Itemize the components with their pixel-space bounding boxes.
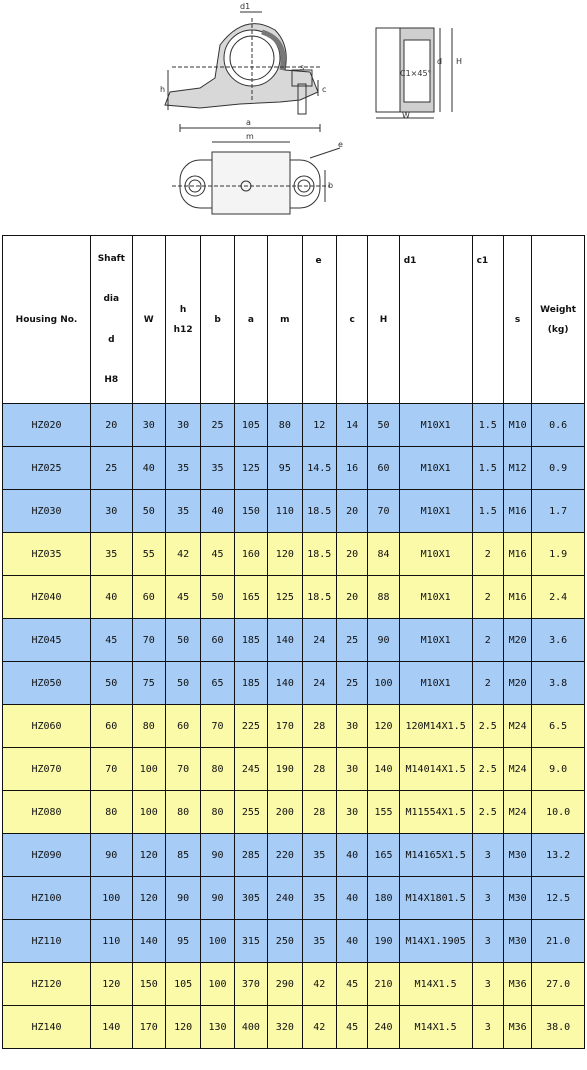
cell-d1: M10X1 bbox=[399, 576, 472, 619]
cell-c: 45 bbox=[336, 1006, 367, 1049]
cell-s: M30 bbox=[503, 834, 531, 877]
cell-c: 25 bbox=[336, 662, 367, 705]
cell-shaft-dia: 20 bbox=[91, 404, 132, 447]
cell-c: 40 bbox=[336, 920, 367, 963]
cell-W: 150 bbox=[132, 963, 165, 1006]
label-e: e bbox=[338, 140, 343, 149]
cell-a: 305 bbox=[234, 877, 267, 920]
header-weight: Weight (kg) bbox=[532, 236, 585, 404]
cell-W: 100 bbox=[132, 791, 165, 834]
cell-housing-no: HZ100 bbox=[3, 877, 91, 920]
cell-c1: 3 bbox=[472, 920, 503, 963]
cell-shaft-dia: 30 bbox=[91, 490, 132, 533]
cell-m: 95 bbox=[268, 447, 302, 490]
cell-a: 400 bbox=[234, 1006, 267, 1049]
cell-h: 50 bbox=[165, 619, 200, 662]
cell-housing-no: HZ090 bbox=[3, 834, 91, 877]
cell-b: 60 bbox=[201, 619, 234, 662]
cell-housing-no: HZ050 bbox=[3, 662, 91, 705]
cell-a: 255 bbox=[234, 791, 267, 834]
cell-a: 185 bbox=[234, 662, 267, 705]
cell-d1: M10X1 bbox=[399, 447, 472, 490]
cell-d1: M14165X1.5 bbox=[399, 834, 472, 877]
cell-housing-no: HZ035 bbox=[3, 533, 91, 576]
cell-H: 70 bbox=[368, 490, 399, 533]
cell-m: 120 bbox=[268, 533, 302, 576]
header-b: b bbox=[201, 236, 234, 404]
cell-H: 88 bbox=[368, 576, 399, 619]
cell-c: 30 bbox=[336, 705, 367, 748]
cell-d1: M10X1 bbox=[399, 404, 472, 447]
cell-s: M36 bbox=[503, 963, 531, 1006]
cell-weight: 6.5 bbox=[532, 705, 585, 748]
cell-b: 80 bbox=[201, 791, 234, 834]
cell-h: 105 bbox=[165, 963, 200, 1006]
cell-shaft-dia: 50 bbox=[91, 662, 132, 705]
cell-h: 120 bbox=[165, 1006, 200, 1049]
cell-weight: 0.6 bbox=[532, 404, 585, 447]
cell-W: 60 bbox=[132, 576, 165, 619]
cell-h: 90 bbox=[165, 877, 200, 920]
cell-e: 35 bbox=[302, 834, 336, 877]
cell-s: M30 bbox=[503, 920, 531, 963]
cell-housing-no: HZ070 bbox=[3, 748, 91, 791]
cell-e: 28 bbox=[302, 705, 336, 748]
cell-weight: 1.9 bbox=[532, 533, 585, 576]
table-row bbox=[3, 920, 585, 963]
table-body bbox=[3, 404, 585, 1049]
cell-c: 30 bbox=[336, 748, 367, 791]
cell-c1: 3 bbox=[472, 1006, 503, 1049]
cell-weight: 12.5 bbox=[532, 877, 585, 920]
cell-h: 50 bbox=[165, 662, 200, 705]
cell-weight: 0.9 bbox=[532, 447, 585, 490]
cell-W: 40 bbox=[132, 447, 165, 490]
cell-m: 170 bbox=[268, 705, 302, 748]
cell-h: 95 bbox=[165, 920, 200, 963]
cell-c1: 2 bbox=[472, 576, 503, 619]
cell-c: 20 bbox=[336, 576, 367, 619]
label-h: h bbox=[160, 85, 166, 94]
cell-weight: 27.0 bbox=[532, 963, 585, 1006]
cell-weight: 1.7 bbox=[532, 490, 585, 533]
label-b: b bbox=[328, 181, 334, 190]
cell-d1: M14X1.5 bbox=[399, 1006, 472, 1049]
table-row bbox=[3, 447, 585, 490]
header-h: h h12 bbox=[165, 236, 200, 404]
cell-W: 100 bbox=[132, 748, 165, 791]
cell-c1: 2 bbox=[472, 662, 503, 705]
cell-b: 100 bbox=[201, 920, 234, 963]
cell-a: 370 bbox=[234, 963, 267, 1006]
cell-H: 210 bbox=[368, 963, 399, 1006]
cell-a: 185 bbox=[234, 619, 267, 662]
cell-weight: 10.0 bbox=[532, 791, 585, 834]
cell-m: 140 bbox=[268, 619, 302, 662]
cell-s: M12 bbox=[503, 447, 531, 490]
label-c: c bbox=[322, 85, 327, 94]
cell-m: 110 bbox=[268, 490, 302, 533]
header-e: e bbox=[302, 236, 336, 404]
cell-W: 75 bbox=[132, 662, 165, 705]
cell-d1: 120M14X1.5 bbox=[399, 705, 472, 748]
cell-c: 45 bbox=[336, 963, 367, 1006]
cell-c: 40 bbox=[336, 877, 367, 920]
label-H: H bbox=[456, 57, 463, 66]
cell-s: M24 bbox=[503, 705, 531, 748]
cell-c: 20 bbox=[336, 490, 367, 533]
cell-shaft-dia: 35 bbox=[91, 533, 132, 576]
cell-m: 140 bbox=[268, 662, 302, 705]
cell-a: 245 bbox=[234, 748, 267, 791]
cell-a: 285 bbox=[234, 834, 267, 877]
cell-c1: 2.5 bbox=[472, 705, 503, 748]
cell-e: 24 bbox=[302, 619, 336, 662]
cell-h: 35 bbox=[165, 447, 200, 490]
cell-m: 320 bbox=[268, 1006, 302, 1049]
cell-d1: M14014X1.5 bbox=[399, 748, 472, 791]
cell-shaft-dia: 100 bbox=[91, 877, 132, 920]
cell-d1: M14X1.5 bbox=[399, 963, 472, 1006]
cell-b: 90 bbox=[201, 834, 234, 877]
table-row bbox=[3, 404, 585, 447]
technical-drawing bbox=[0, 0, 587, 234]
cell-H: 90 bbox=[368, 619, 399, 662]
cell-weight: 3.8 bbox=[532, 662, 585, 705]
cell-c1: 1.5 bbox=[472, 447, 503, 490]
header-s: s bbox=[503, 236, 531, 404]
cell-e: 18.5 bbox=[302, 533, 336, 576]
cell-h: 70 bbox=[165, 748, 200, 791]
cell-c1: 2.5 bbox=[472, 748, 503, 791]
cell-a: 315 bbox=[234, 920, 267, 963]
cell-H: 100 bbox=[368, 662, 399, 705]
table-row bbox=[3, 877, 585, 920]
table-row bbox=[3, 576, 585, 619]
cell-s: M20 bbox=[503, 662, 531, 705]
cell-H: 180 bbox=[368, 877, 399, 920]
label-d1: d1 bbox=[240, 2, 251, 11]
top-view bbox=[172, 124, 340, 214]
cell-W: 30 bbox=[132, 404, 165, 447]
cell-W: 55 bbox=[132, 533, 165, 576]
table-row bbox=[3, 791, 585, 834]
cell-b: 40 bbox=[201, 490, 234, 533]
cell-b: 80 bbox=[201, 748, 234, 791]
cell-weight: 3.6 bbox=[532, 619, 585, 662]
cell-c: 14 bbox=[336, 404, 367, 447]
cell-shaft-dia: 40 bbox=[91, 576, 132, 619]
cell-shaft-dia: 60 bbox=[91, 705, 132, 748]
cell-c1: 3 bbox=[472, 963, 503, 1006]
cell-housing-no: HZ060 bbox=[3, 705, 91, 748]
cell-H: 240 bbox=[368, 1006, 399, 1049]
cell-e: 42 bbox=[302, 963, 336, 1006]
cell-W: 170 bbox=[132, 1006, 165, 1049]
cell-h: 30 bbox=[165, 404, 200, 447]
cell-a: 225 bbox=[234, 705, 267, 748]
cell-H: 190 bbox=[368, 920, 399, 963]
cell-s: M24 bbox=[503, 791, 531, 834]
cell-e: 14.5 bbox=[302, 447, 336, 490]
cell-housing-no: HZ110 bbox=[3, 920, 91, 963]
front-view bbox=[165, 12, 320, 114]
cell-c: 40 bbox=[336, 834, 367, 877]
table-row bbox=[3, 1006, 585, 1049]
cell-e: 18.5 bbox=[302, 576, 336, 619]
cell-W: 140 bbox=[132, 920, 165, 963]
cell-shaft-dia: 80 bbox=[91, 791, 132, 834]
cell-housing-no: HZ030 bbox=[3, 490, 91, 533]
header-W: W bbox=[132, 236, 165, 404]
cell-shaft-dia: 110 bbox=[91, 920, 132, 963]
cell-d1: M14X1.1905 bbox=[399, 920, 472, 963]
cell-m: 125 bbox=[268, 576, 302, 619]
cell-housing-no: HZ025 bbox=[3, 447, 91, 490]
cell-e: 12 bbox=[302, 404, 336, 447]
table-row bbox=[3, 662, 585, 705]
cell-b: 50 bbox=[201, 576, 234, 619]
cell-d1: M10X1 bbox=[399, 490, 472, 533]
header-c: c bbox=[336, 236, 367, 404]
cell-housing-no: HZ040 bbox=[3, 576, 91, 619]
cell-housing-no: HZ045 bbox=[3, 619, 91, 662]
cell-b: 25 bbox=[201, 404, 234, 447]
header-housing: Housing No. bbox=[3, 236, 91, 404]
cell-W: 50 bbox=[132, 490, 165, 533]
header-m: m bbox=[268, 236, 302, 404]
cell-H: 140 bbox=[368, 748, 399, 791]
cell-weight: 38.0 bbox=[532, 1006, 585, 1049]
cell-shaft-dia: 45 bbox=[91, 619, 132, 662]
cell-W: 80 bbox=[132, 705, 165, 748]
cell-h: 42 bbox=[165, 533, 200, 576]
cell-weight: 2.4 bbox=[532, 576, 585, 619]
cell-a: 105 bbox=[234, 404, 267, 447]
cell-m: 220 bbox=[268, 834, 302, 877]
cell-W: 70 bbox=[132, 619, 165, 662]
label-chamfer: C1×45° bbox=[400, 69, 432, 78]
header-row bbox=[3, 236, 585, 404]
cell-b: 35 bbox=[201, 447, 234, 490]
cell-h: 85 bbox=[165, 834, 200, 877]
table-row bbox=[3, 533, 585, 576]
cell-b: 90 bbox=[201, 877, 234, 920]
cell-weight: 9.0 bbox=[532, 748, 585, 791]
cell-c1: 1.5 bbox=[472, 404, 503, 447]
cell-c1: 2 bbox=[472, 533, 503, 576]
cell-m: 200 bbox=[268, 791, 302, 834]
cell-d1: M14X1801.5 bbox=[399, 877, 472, 920]
cell-s: M16 bbox=[503, 533, 531, 576]
cell-e: 42 bbox=[302, 1006, 336, 1049]
cell-e: 28 bbox=[302, 791, 336, 834]
cell-d1: M11554X1.5 bbox=[399, 791, 472, 834]
cell-shaft-dia: 140 bbox=[91, 1006, 132, 1049]
table-row bbox=[3, 705, 585, 748]
cell-c1: 3 bbox=[472, 877, 503, 920]
header-d1: d1 bbox=[399, 236, 472, 404]
spec-table bbox=[2, 235, 585, 1049]
cell-c: 25 bbox=[336, 619, 367, 662]
cell-c1: 3 bbox=[472, 834, 503, 877]
cell-W: 120 bbox=[132, 877, 165, 920]
cell-h: 80 bbox=[165, 791, 200, 834]
cell-W: 120 bbox=[132, 834, 165, 877]
cell-c1: 2 bbox=[472, 619, 503, 662]
cell-c1: 1.5 bbox=[472, 490, 503, 533]
cell-shaft-dia: 120 bbox=[91, 963, 132, 1006]
cell-h: 45 bbox=[165, 576, 200, 619]
label-a: a bbox=[246, 118, 251, 127]
cell-c: 30 bbox=[336, 791, 367, 834]
header-H: H bbox=[368, 236, 399, 404]
cell-b: 70 bbox=[201, 705, 234, 748]
table-row bbox=[3, 834, 585, 877]
cell-a: 125 bbox=[234, 447, 267, 490]
table-row bbox=[3, 963, 585, 1006]
cell-s: M24 bbox=[503, 748, 531, 791]
cell-shaft-dia: 90 bbox=[91, 834, 132, 877]
cell-housing-no: HZ080 bbox=[3, 791, 91, 834]
cell-m: 80 bbox=[268, 404, 302, 447]
cell-weight: 13.2 bbox=[532, 834, 585, 877]
cell-s: M36 bbox=[503, 1006, 531, 1049]
cell-H: 165 bbox=[368, 834, 399, 877]
cell-h: 35 bbox=[165, 490, 200, 533]
cell-b: 45 bbox=[201, 533, 234, 576]
header-shaft: Shaft dia d H8 bbox=[91, 236, 132, 404]
cell-d1: M10X1 bbox=[399, 533, 472, 576]
cell-shaft-dia: 70 bbox=[91, 748, 132, 791]
cell-H: 120 bbox=[368, 705, 399, 748]
cell-b: 65 bbox=[201, 662, 234, 705]
cell-h: 60 bbox=[165, 705, 200, 748]
cell-s: M16 bbox=[503, 490, 531, 533]
cell-H: 50 bbox=[368, 404, 399, 447]
cell-m: 290 bbox=[268, 963, 302, 1006]
cell-H: 84 bbox=[368, 533, 399, 576]
cell-d1: M10X1 bbox=[399, 662, 472, 705]
cell-m: 240 bbox=[268, 877, 302, 920]
cell-H: 155 bbox=[368, 791, 399, 834]
table-row bbox=[3, 490, 585, 533]
cell-s: M16 bbox=[503, 576, 531, 619]
cell-c: 20 bbox=[336, 533, 367, 576]
cell-c1: 2.5 bbox=[472, 791, 503, 834]
cell-s: M10 bbox=[503, 404, 531, 447]
cell-e: 35 bbox=[302, 877, 336, 920]
cell-d1: M10X1 bbox=[399, 619, 472, 662]
table-row bbox=[3, 748, 585, 791]
cell-s: M20 bbox=[503, 619, 531, 662]
cell-m: 190 bbox=[268, 748, 302, 791]
cell-s: M30 bbox=[503, 877, 531, 920]
cell-c: 16 bbox=[336, 447, 367, 490]
cell-weight: 21.0 bbox=[532, 920, 585, 963]
cell-e: 35 bbox=[302, 920, 336, 963]
cell-shaft-dia: 25 bbox=[91, 447, 132, 490]
cell-b: 130 bbox=[201, 1006, 234, 1049]
cell-e: 18.5 bbox=[302, 490, 336, 533]
table-row bbox=[3, 619, 585, 662]
cell-housing-no: HZ120 bbox=[3, 963, 91, 1006]
cell-a: 160 bbox=[234, 533, 267, 576]
cell-e: 28 bbox=[302, 748, 336, 791]
cell-a: 165 bbox=[234, 576, 267, 619]
header-c1: c1 bbox=[472, 236, 503, 404]
cell-b: 100 bbox=[201, 963, 234, 1006]
cell-H: 60 bbox=[368, 447, 399, 490]
cell-housing-no: HZ020 bbox=[3, 404, 91, 447]
cell-a: 150 bbox=[234, 490, 267, 533]
label-d: d bbox=[437, 57, 443, 66]
cell-m: 250 bbox=[268, 920, 302, 963]
header-a: a bbox=[234, 236, 267, 404]
label-W: W bbox=[402, 111, 410, 120]
cell-e: 24 bbox=[302, 662, 336, 705]
label-m: m bbox=[246, 132, 254, 141]
label-s: s bbox=[300, 63, 305, 72]
cell-housing-no: HZ140 bbox=[3, 1006, 91, 1049]
